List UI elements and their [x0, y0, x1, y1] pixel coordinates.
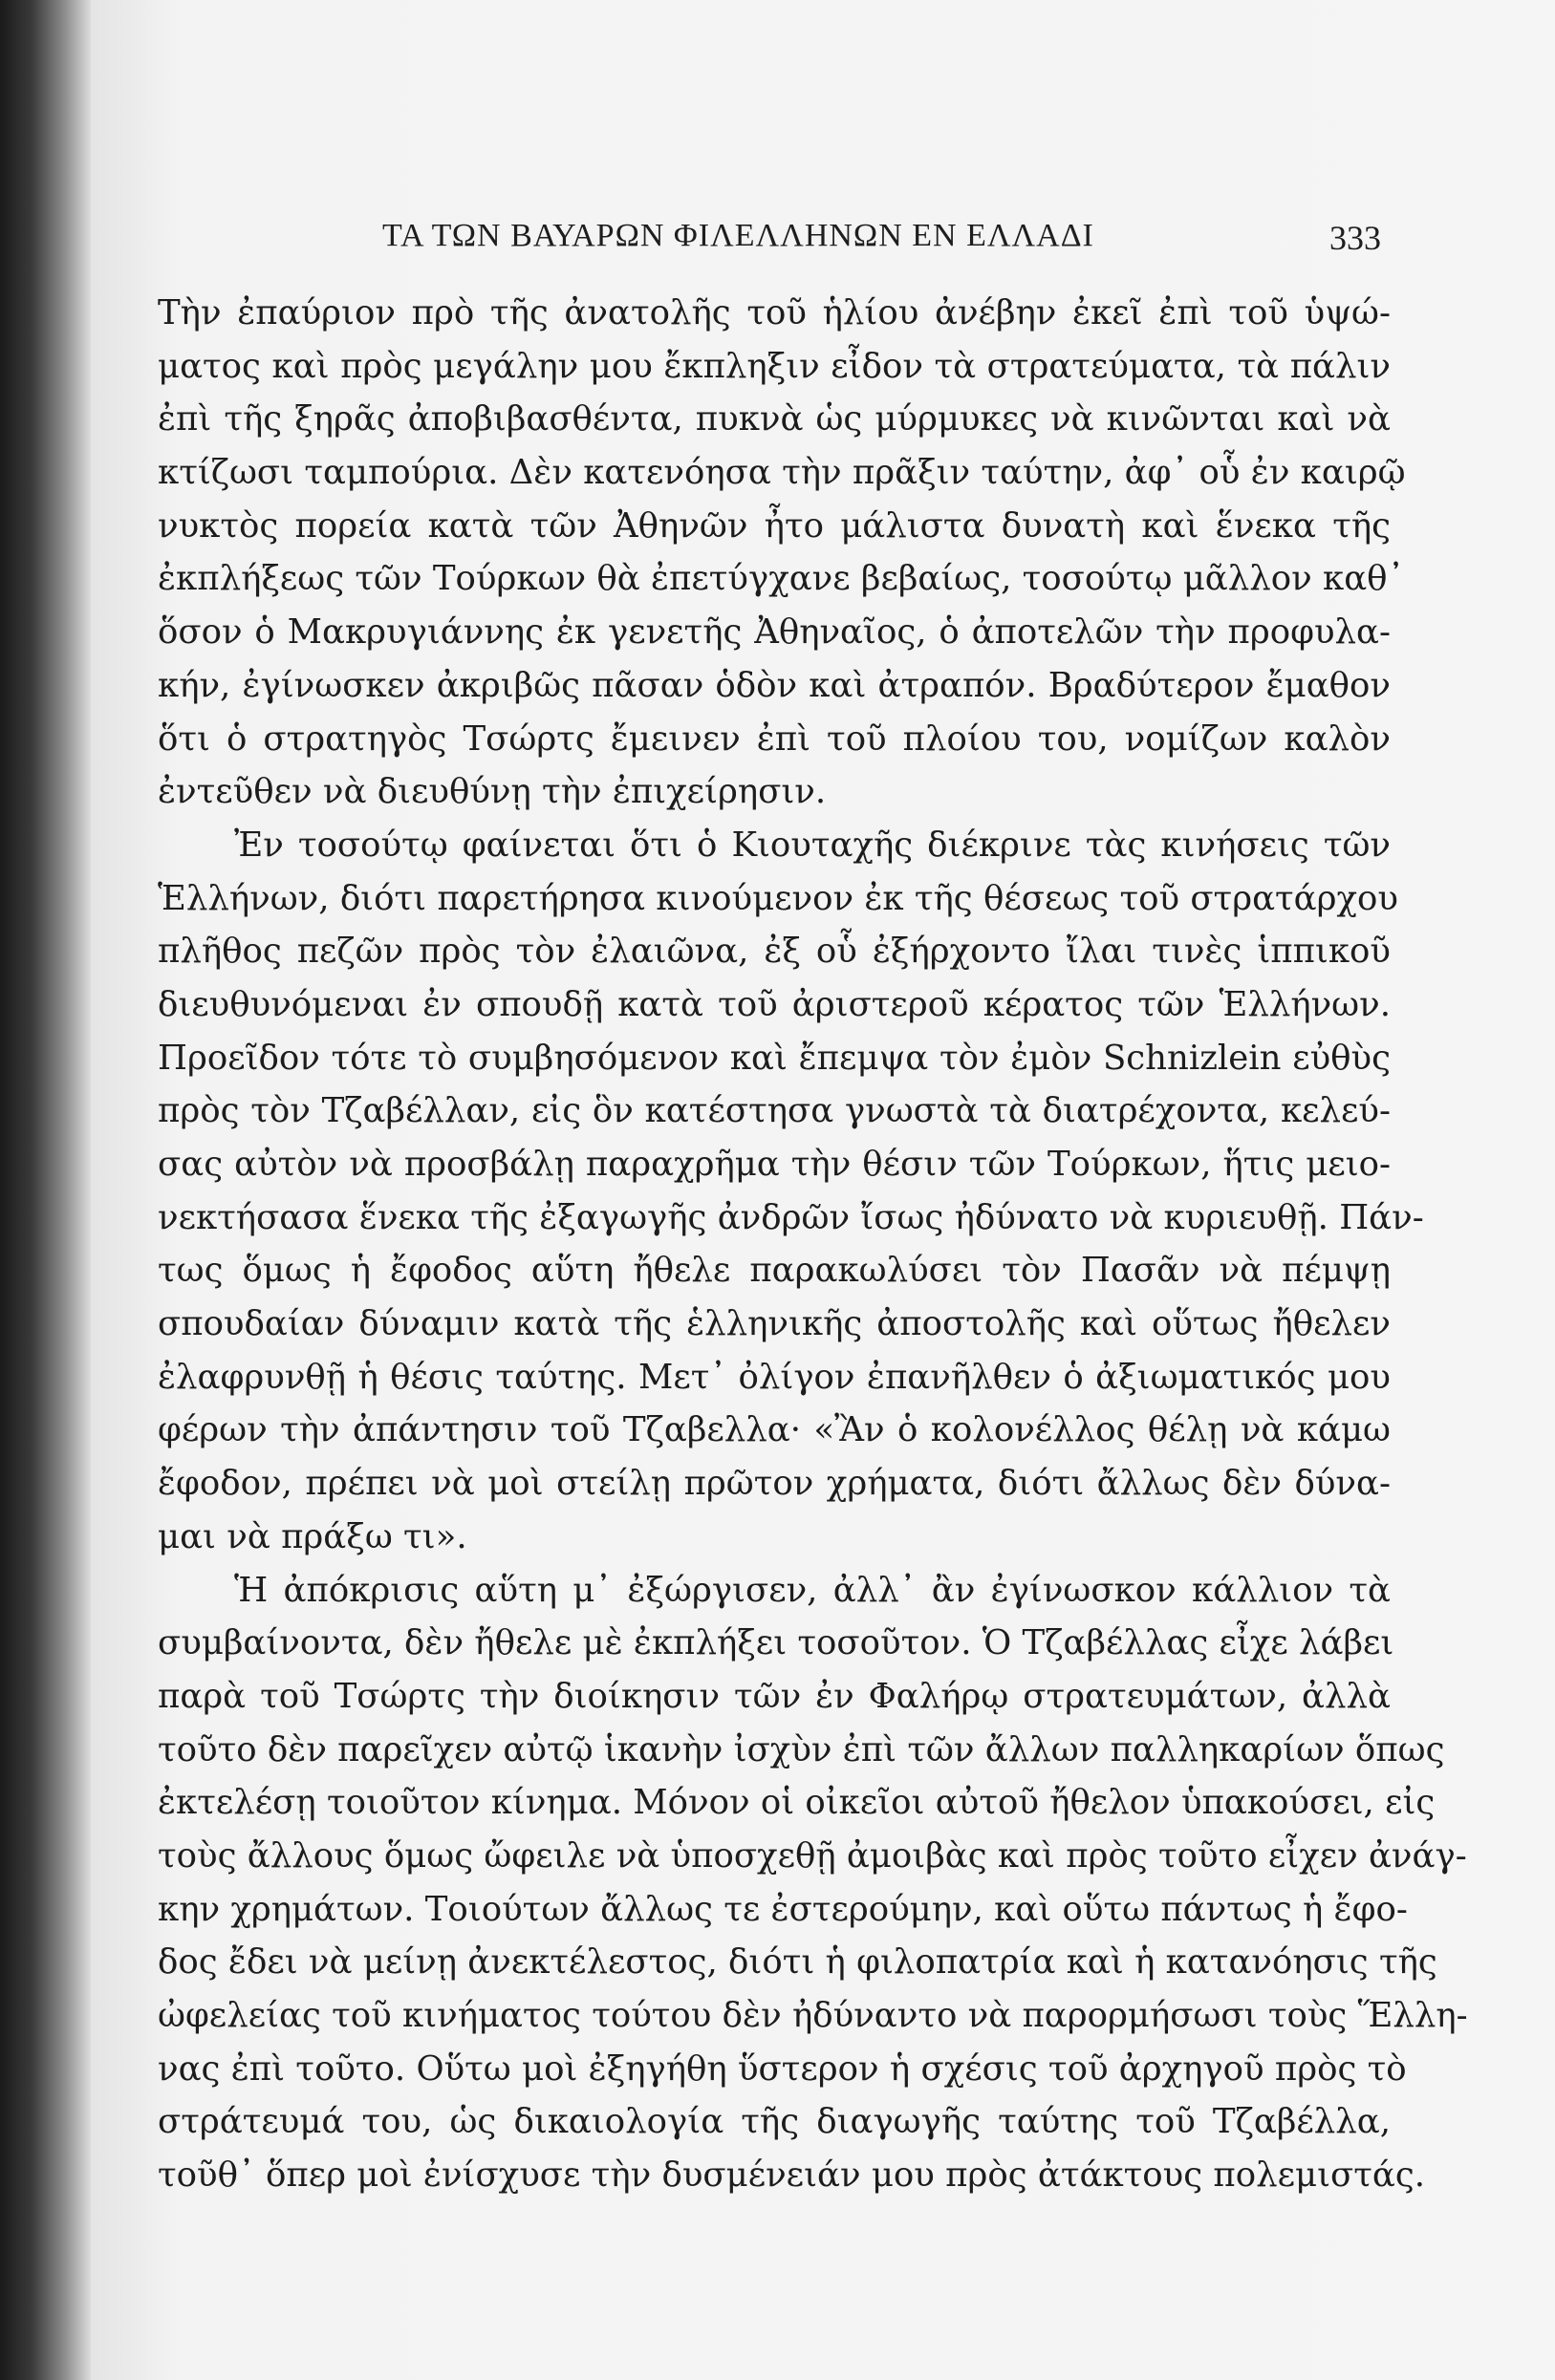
- text-line: Προεῖδον τότε τὸ συμβησόμενον καὶ ἔπεμψα τὸν ἐμὸν Schnizlein εὐθὺς: [158, 1038, 1391, 1078]
- text-line: νας ἐπὶ τοῦτο. Οὕτω μοὶ ἐξηγήθη ὕστερον ἡ σχέσις τοῦ ἀρχηγοῦ πρὸς τὸ: [158, 2048, 1407, 2089]
- running-title: ΤΑ ΤΩΝ ΒΑΥΑΡΩΝ ΦΙΛΕΛΛΗΝΩΝ ΕΝ ΕΛΛΑΔΙ: [382, 218, 1094, 253]
- text-line: κην χρημάτων. Τοιούτων ἄλλως τε ἐστερούμην, καὶ οὕτω πάντως ἡ ἔφο-: [158, 1889, 1408, 1929]
- text-line: Ἑλλήνων, διότι παρετήρησα κινούμενον ἐκ τῆς θέσεως τοῦ στρατάρχου: [158, 878, 1398, 918]
- text-line: ἐκτελέσῃ τοιοῦτον κίνημα. Μόνον οἱ οἰκεῖοι αὐτοῦ ἤθελον ὑπακούσει, εἰς: [158, 1783, 1436, 1823]
- text-line: ματος καὶ πρὸς μεγάλην μου ἔκπληξιν εἶδον τὰ στρατεύματα, τὰ πάλιν: [158, 346, 1391, 386]
- text-line: ὅσον ὁ Μακρυγιάννης ἐκ γενετῆς Ἀθηναῖος, ὁ ἀποτελῶν τὴν προφυλα-: [158, 612, 1391, 653]
- text-line: φέρων τὴν ἀπάντησιν τοῦ Τζαβελλα· «Ἂν ὁ κολονέλλος θέλῃ νὰ κάμω: [158, 1410, 1391, 1450]
- text-line: ἐπὶ τῆς ξηρᾶς ἀποβιβασθέντα, πυκνὰ ὡς μύρμυκες νὰ κινῶνται καὶ νὰ: [158, 399, 1391, 440]
- text-line: παρὰ τοῦ Τσώρτς τὴν διοίκησιν τῶν ἐν Φαλήρῳ στρατευμάτων, ἀλλὰ: [158, 1676, 1391, 1716]
- text-line: κήν, ἐγίνωσκεν ἀκριβῶς πᾶσαν ὁδὸν καὶ ἀτραπόν. Βραδύτερον ἔμαθον: [158, 665, 1391, 705]
- text-line: ἐκπλήξεως τῶν Τούρκων θὰ ἐπετύγχανε βεβαίως, τοσούτῳ μᾶλλον καθ᾽: [158, 559, 1405, 599]
- text-line: νυκτὸς πορεία κατὰ τῶν Ἀθηνῶν ἦτο μάλιστα δυνατὴ καὶ ἕνεκα τῆς: [158, 505, 1391, 546]
- text-line: ὠφελείας τοῦ κινήματος τούτου δὲν ἠδύναντο νὰ παρορμήσωσι τοὺς Ἕλλη-: [158, 1996, 1468, 2035]
- text-line: κτίζωσι ταμπούρια. Δὲν κατενόησα τὴν πρᾶξιν ταύτην, ἀφ᾽ οὗ ἐν καιρῷ: [158, 453, 1406, 493]
- text-line: ἐλαφρυνθῇ ἡ θέσις ταύτης. Μετ᾽ ὀλίγον ἐπανῆλθεν ὁ ἀξιωματικός μου: [158, 1357, 1391, 1397]
- text-line: διευθυνόμεναι ἐν σπουδῇ κατὰ τοῦ ἀριστεροῦ κέρατος τῶν Ἑλλήνων.: [158, 984, 1391, 1024]
- text-line: ὅτι ὁ στρατηγὸς Τσώρτς ἔμεινεν ἐπὶ τοῦ πλοίου του, νομίζων καλὸν: [158, 718, 1391, 759]
- text-line: τοὺς ἄλλους ὅμως ὤφειλε νὰ ὑποσχεθῇ ἀμοιβὰς καὶ πρὸς τοῦτο εἶχεν ἀνάγ-: [158, 1835, 1467, 1876]
- text-line: σας αὐτὸν νὰ προσβάλῃ παραχρῆμα τὴν θέσιν τῶν Τούρκων, ἥτις μειο-: [158, 1145, 1391, 1184]
- book-binding-shadow: [0, 0, 91, 2380]
- text-line: ἐντεῦθεν νὰ διευθύνῃ τὴν ἐπιχείρησιν.: [158, 772, 827, 812]
- text-line: τοῦθ᾽ ὅπερ μοὶ ἐνίσχυσε τὴν δυσμένειάν μου πρὸς ἀτάκτους πολεμιστάς.: [158, 2155, 1426, 2196]
- text-line: συμβαίνοντα, δὲν ἤθελε μὲ ἐκπλήξει τοσοῦτον. Ὁ Τζαβέλλας εἶχε λάβει: [158, 1623, 1394, 1663]
- text-line: στράτευμά του, ὡς δικαιολογία τῆς διαγωγῆς ταύτης τοῦ Τζαβέλλα,: [158, 2102, 1391, 2142]
- text-line: Τὴν ἐπαύριον πρὸ τῆς ἀνατολῆς τοῦ ἡλίου ἀνέβην ἐκεῖ ἐπὶ τοῦ ὑψώ-: [158, 293, 1391, 332]
- text-line: νεκτήσασα ἕνεκα τῆς ἐξαγωγῆς ἀνδρῶν ἴσως ἠδύνατο νὰ κυριευθῇ. Πάν-: [158, 1197, 1424, 1237]
- page-number: 333: [1329, 219, 1381, 257]
- text-line: δος ἔδει νὰ μείνῃ ἀνεκτέλεστος, διότι ἡ φιλοπατρία καὶ ἡ κατανόησις τῆς: [158, 1942, 1437, 1983]
- page-header: [287, 218, 1381, 266]
- body-text: [158, 287, 1468, 2202]
- text-line: ἔφοδον, πρέπει νὰ μοὶ στείλῃ πρῶτον χρήματα, διότι ἄλλως δὲν δύνα-: [158, 1464, 1391, 1504]
- text-line: τοῦτο δὲν παρεῖχεν αὐτῷ ἱκανὴν ἰσχὺν ἐπὶ τῶν ἄλλων παλληκαρίων ὅπως: [158, 1729, 1445, 1769]
- text-line: σπουδαίαν δύναμιν κατὰ τῆς ἑλληνικῆς ἀποστολῆς καὶ οὕτως ἤθελεν: [158, 1304, 1391, 1344]
- text-line: τως ὅμως ἡ ἔφοδος αὕτη ἤθελε παρακωλύσει τὸν Πασᾶν νὰ πέμψῃ: [158, 1251, 1391, 1291]
- text-line: πλῆθος πεζῶν πρὸς τὸν ἐλαιῶνα, ἐξ οὗ ἐξήρχοντο ἴλαι τινὲς ἱππικοῦ: [158, 932, 1391, 972]
- text-line: Ἡ ἀπόκρισις αὕτη μ᾽ ἐξώργισεν, ἀλλ᾽ ἂν ἐγίνωσκον κάλλιον τὰ: [234, 1570, 1391, 1610]
- text-line: πρὸς τὸν Τζαβέλλαν, εἰς ὃν κατέστησα γνωστὰ τὰ διατρέχοντα, κελεύ-: [158, 1091, 1391, 1131]
- text-line: Ἐν τοσούτῳ φαίνεται ὅτι ὁ Κιουταχῆς διέκρινε τὰς κινήσεις τῶν: [234, 825, 1391, 865]
- text-line: μαι νὰ πράξω τι».: [158, 1516, 467, 1556]
